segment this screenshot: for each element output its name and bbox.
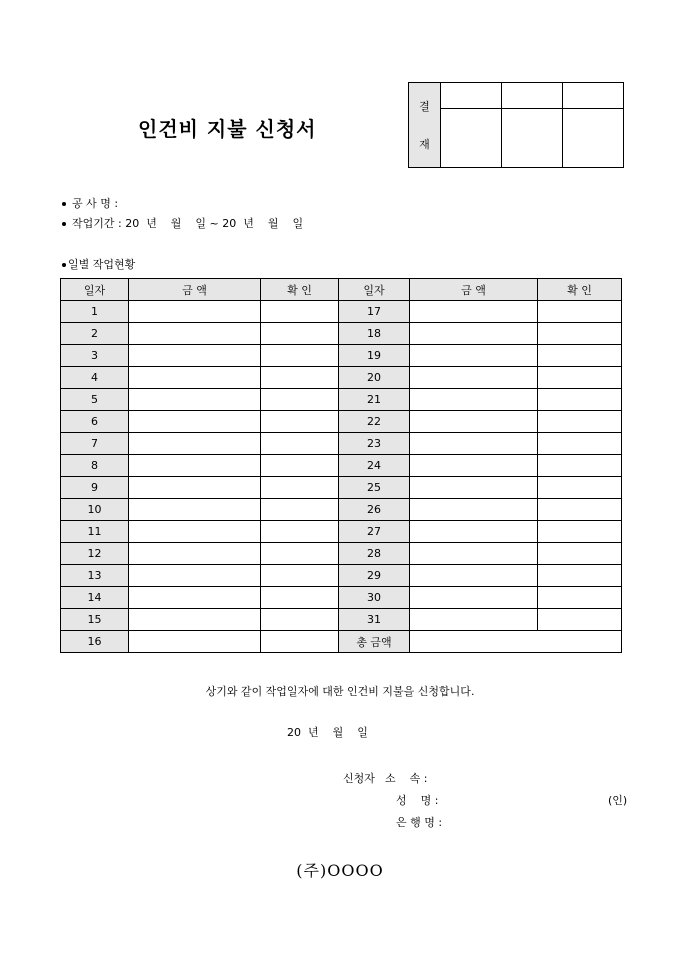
amount-cell[interactable] — [129, 565, 261, 587]
confirm-cell[interactable] — [538, 609, 622, 631]
amount-cell[interactable] — [410, 389, 538, 411]
day-number-cell: 31 — [339, 609, 410, 631]
day-number-cell: 25 — [339, 477, 410, 499]
day-number-cell: 16 — [61, 631, 129, 653]
amount-cell[interactable] — [410, 455, 538, 477]
confirm-cell[interactable] — [261, 587, 339, 609]
work-period-line — [62, 215, 303, 231]
total-amount-label: 총 금액 — [339, 631, 410, 653]
bank-name-label: 은 행 명 : — [396, 816, 443, 829]
confirm-cell[interactable] — [261, 521, 339, 543]
day-number-cell: 13 — [61, 565, 129, 587]
confirm-cell[interactable] — [261, 631, 339, 653]
table-row — [61, 389, 622, 411]
header-day-right: 일자 — [339, 279, 410, 301]
confirm-cell[interactable] — [538, 367, 622, 389]
amount-cell[interactable] — [129, 433, 261, 455]
day-number-cell: 23 — [339, 433, 410, 455]
day-number-cell: 7 — [61, 433, 129, 455]
approval-sign-cell-1[interactable] — [441, 108, 502, 167]
section-title: 일별 작업현황 — [62, 256, 135, 272]
day-number-cell: 6 — [61, 411, 129, 433]
confirm-cell[interactable] — [261, 477, 339, 499]
approval-box — [408, 82, 624, 168]
table-row — [61, 631, 622, 653]
approval-sign-cell-2[interactable] — [502, 108, 563, 167]
amount-cell[interactable] — [129, 587, 261, 609]
amount-cell[interactable] — [410, 543, 538, 565]
day-number-cell: 18 — [339, 323, 410, 345]
day-number-cell: 3 — [61, 345, 129, 367]
confirm-cell[interactable] — [538, 433, 622, 455]
application-statement: 상기와 같이 작업일자에 대한 인건비 지불을 신청합니다. — [205, 685, 475, 698]
confirm-cell[interactable] — [261, 367, 339, 389]
table-row — [61, 609, 622, 631]
day-number-cell: 12 — [61, 543, 129, 565]
table-row — [61, 477, 622, 499]
confirm-cell[interactable] — [261, 433, 339, 455]
table-row — [61, 499, 622, 521]
table-row — [61, 521, 622, 543]
amount-cell[interactable] — [410, 323, 538, 345]
day-number-cell: 4 — [61, 367, 129, 389]
amount-cell[interactable] — [410, 609, 538, 631]
day-number-cell: 21 — [339, 389, 410, 411]
amount-cell[interactable] — [410, 477, 538, 499]
approval-label — [409, 83, 441, 168]
table-row — [61, 323, 622, 345]
amount-cell[interactable] — [410, 345, 538, 367]
confirm-cell[interactable] — [261, 565, 339, 587]
day-number-cell: 29 — [339, 565, 410, 587]
amount-cell[interactable] — [129, 543, 261, 565]
bullet-icon — [62, 263, 66, 267]
amount-cell[interactable] — [410, 301, 538, 323]
name-label: 성 명 : — [396, 794, 439, 807]
day-number-cell: 1 — [61, 301, 129, 323]
approval-header-cell-3 — [563, 83, 624, 109]
day-number-cell: 28 — [339, 543, 410, 565]
amount-cell[interactable] — [129, 389, 261, 411]
header-amount-right: 금 액 — [410, 279, 538, 301]
approval-label-bottom: 재 — [419, 138, 430, 151]
applicant-label: 신청자 — [343, 772, 375, 785]
header-confirm-left: 확 인 — [261, 279, 339, 301]
day-number-cell: 17 — [339, 301, 410, 323]
company-name: (주)OOOO — [296, 861, 384, 880]
confirm-cell[interactable] — [261, 389, 339, 411]
day-number-cell: 8 — [61, 455, 129, 477]
table-row — [61, 543, 622, 565]
confirm-cell[interactable] — [538, 499, 622, 521]
bullet-icon — [62, 222, 66, 226]
confirm-cell[interactable] — [261, 411, 339, 433]
confirm-cell[interactable] — [538, 323, 622, 345]
daily-work-table — [60, 278, 622, 653]
amount-cell[interactable] — [410, 499, 538, 521]
day-number-cell: 5 — [61, 389, 129, 411]
header-confirm-right: 확 인 — [538, 279, 622, 301]
amount-cell[interactable] — [129, 631, 261, 653]
confirm-cell[interactable] — [261, 323, 339, 345]
work-period-label: 작업기간 : 20 년 월 일 ~ 20 년 월 일 — [72, 217, 304, 230]
application-date: 20 년 월 일 — [287, 726, 368, 739]
amount-cell[interactable] — [129, 477, 261, 499]
confirm-cell[interactable] — [538, 389, 622, 411]
approval-header-cell-2 — [502, 83, 563, 109]
confirm-cell[interactable] — [538, 477, 622, 499]
approval-sign-cell-3[interactable] — [563, 108, 624, 167]
day-number-cell: 30 — [339, 587, 410, 609]
confirm-cell[interactable] — [261, 455, 339, 477]
confirm-cell[interactable] — [261, 499, 339, 521]
document-title: 인건비 지불 신청서 — [138, 117, 317, 141]
table-row — [61, 411, 622, 433]
day-number-cell: 2 — [61, 323, 129, 345]
confirm-cell[interactable] — [538, 411, 622, 433]
approval-header-cell-1 — [441, 83, 502, 109]
confirm-cell[interactable] — [538, 587, 622, 609]
day-number-cell: 24 — [339, 455, 410, 477]
amount-cell[interactable] — [129, 411, 261, 433]
confirm-cell[interactable] — [538, 521, 622, 543]
confirm-cell[interactable] — [261, 543, 339, 565]
header-amount-left: 금 액 — [129, 279, 261, 301]
confirm-cell[interactable] — [261, 345, 339, 367]
table-row — [61, 587, 622, 609]
day-number-cell: 20 — [339, 367, 410, 389]
day-number-cell: 15 — [61, 609, 129, 631]
day-number-cell: 19 — [339, 345, 410, 367]
confirm-cell[interactable] — [261, 609, 339, 631]
project-name-label: 공 사 명 : — [72, 197, 119, 210]
amount-cell[interactable] — [129, 455, 261, 477]
amount-cell[interactable] — [410, 565, 538, 587]
day-number-cell: 27 — [339, 521, 410, 543]
amount-cell[interactable] — [410, 367, 538, 389]
table-row — [61, 433, 622, 455]
confirm-cell[interactable] — [261, 301, 339, 323]
amount-cell[interactable] — [410, 521, 538, 543]
amount-cell[interactable] — [410, 411, 538, 433]
confirm-cell[interactable] — [538, 543, 622, 565]
table-row — [61, 455, 622, 477]
amount-cell[interactable] — [129, 367, 261, 389]
day-number-cell: 14 — [61, 587, 129, 609]
day-number-cell: 10 — [61, 499, 129, 521]
bullet-icon — [62, 202, 66, 206]
header-day-left: 일자 — [61, 279, 129, 301]
amount-cell[interactable] — [129, 323, 261, 345]
table-row — [61, 345, 622, 367]
affiliation-label: 소 속 : — [385, 772, 428, 785]
amount-cell[interactable] — [129, 609, 261, 631]
approval-label-top: 결 — [419, 100, 430, 113]
amount-cell[interactable] — [410, 433, 538, 455]
day-number-cell: 26 — [339, 499, 410, 521]
project-name-line — [62, 195, 118, 211]
day-number-cell: 11 — [61, 521, 129, 543]
total-amount-cell[interactable] — [410, 631, 622, 653]
seal-mark: (인) — [608, 794, 628, 807]
table-row — [61, 565, 622, 587]
amount-cell[interactable] — [129, 499, 261, 521]
confirm-cell[interactable] — [538, 345, 622, 367]
amount-cell[interactable] — [129, 521, 261, 543]
confirm-cell[interactable] — [538, 455, 622, 477]
confirm-cell[interactable] — [538, 565, 622, 587]
day-number-cell: 9 — [61, 477, 129, 499]
day-number-cell: 22 — [339, 411, 410, 433]
amount-cell[interactable] — [129, 301, 261, 323]
amount-cell[interactable] — [410, 587, 538, 609]
table-row — [61, 301, 622, 323]
table-row — [61, 367, 622, 389]
confirm-cell[interactable] — [538, 301, 622, 323]
amount-cell[interactable] — [129, 345, 261, 367]
